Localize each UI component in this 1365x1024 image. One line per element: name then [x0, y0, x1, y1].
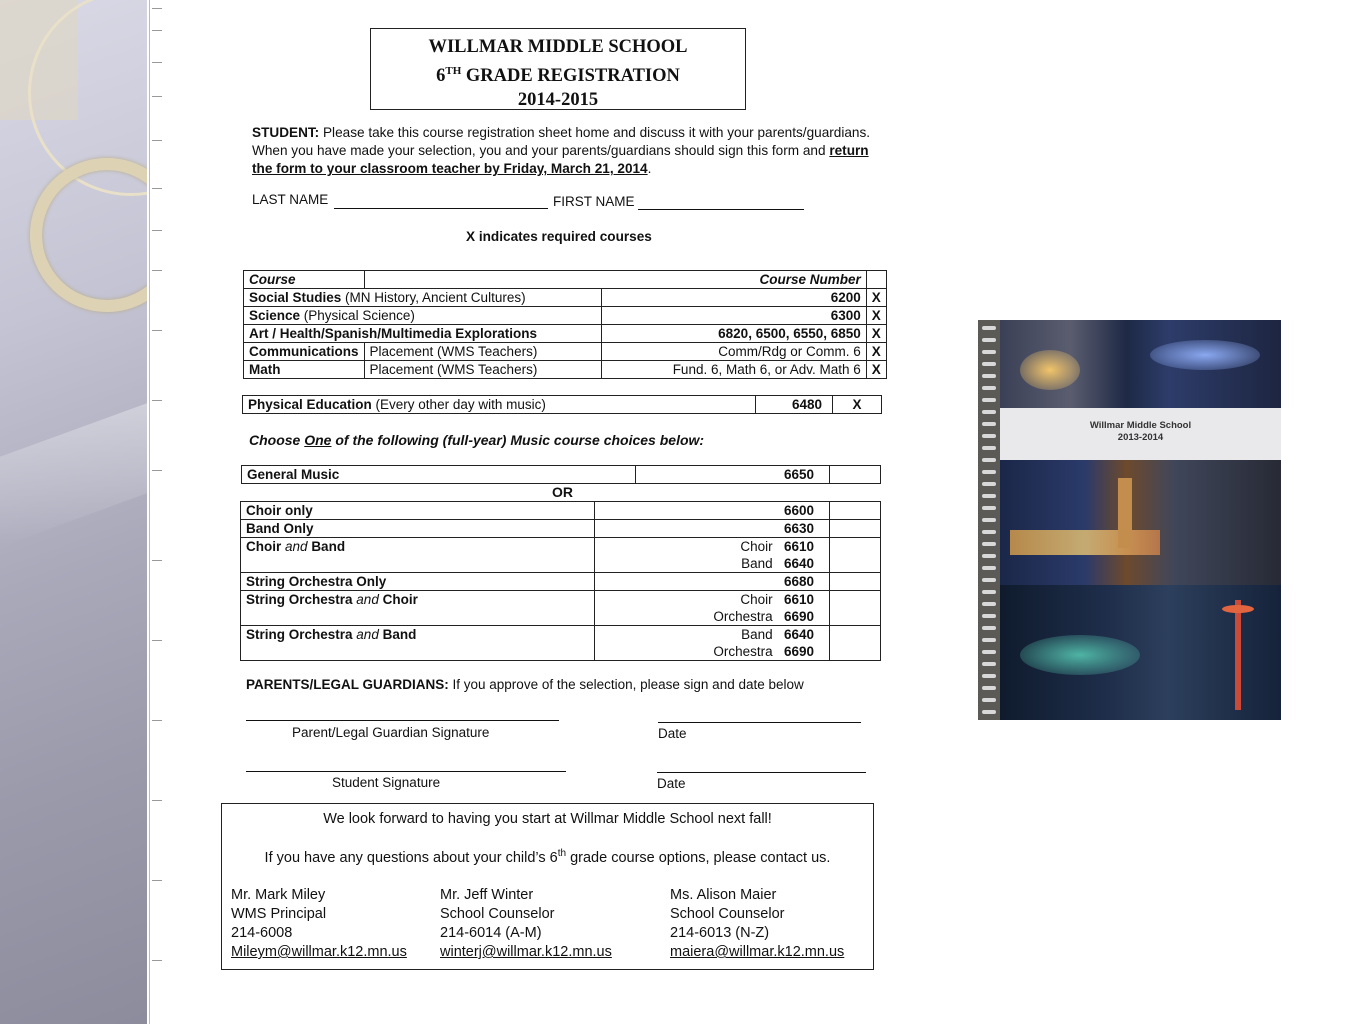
required-mark: X	[833, 396, 882, 414]
parent-signature-label: Parent/Legal Guardian Signature	[292, 725, 490, 740]
contact-phone: 214-6013 (N-Z)	[670, 925, 770, 941]
required-mark: X	[866, 307, 886, 325]
last-name-line[interactable]	[334, 208, 548, 209]
contact-phone: 214-6014 (A-M)	[440, 925, 542, 941]
table-row	[244, 289, 887, 307]
student-signature-label: Student Signature	[332, 775, 441, 790]
student-signature-line[interactable]	[246, 771, 566, 772]
general-music-table	[241, 465, 881, 484]
course-number: 6680	[594, 573, 829, 591]
contact-email[interactable]: maiera@willmar.k12.mn.us	[670, 944, 845, 960]
required-courses-table	[243, 270, 887, 379]
course-number: 6820, 6500, 6550, 6850	[602, 325, 867, 343]
course-number: Fund. 6, Math 6, or Adv. Math 6	[602, 361, 867, 379]
course-name: Band Only	[241, 520, 595, 538]
contact-counselor-nz	[670, 886, 844, 962]
planner-year: 2013-2014	[1117, 432, 1164, 443]
course-name: Communications	[244, 343, 365, 361]
parent-signature-line[interactable]	[246, 720, 559, 721]
table-header	[244, 271, 887, 289]
photo-city-collage-top	[1000, 320, 1281, 408]
student-date-label: Date	[657, 776, 686, 791]
course-name: Physical Education (Every other day with music)	[243, 396, 756, 414]
contact-email[interactable]: winterj@willmar.k12.mn.us	[440, 944, 612, 960]
course-number: 6650	[635, 466, 829, 484]
school-name: WILLMAR MIDDLE SCHOOL	[428, 37, 688, 57]
course-number: 6200	[602, 289, 867, 307]
choice-box[interactable]	[830, 538, 881, 573]
parent-date-label: Date	[658, 726, 687, 741]
table-row	[241, 573, 881, 591]
decorative-band	[0, 403, 147, 547]
student-label: STUDENT:	[252, 125, 320, 140]
course-name: Social Studies (MN History, Ancient Cultures)	[244, 289, 602, 307]
required-note: X indicates required courses	[466, 229, 652, 244]
photo-city-collage-middle	[1000, 460, 1281, 585]
grade-registration-title	[371, 59, 745, 88]
instructions-text: Please take this course registration sheet home and discuss it with your parents/guardians. When you have made your selection, you and your parents/guardians should sign this form and	[252, 125, 871, 158]
registration-label: GRADE REGISTRATION	[461, 66, 680, 87]
course-number-header: Course Number	[364, 271, 866, 289]
parents-text: If you approve of the selection, please sign and date below	[448, 677, 804, 692]
last-name-label: LAST NAME	[252, 192, 329, 207]
contact-box	[221, 803, 874, 970]
decorative-side-panel	[0, 0, 147, 1024]
grade-number: 6	[436, 66, 446, 87]
first-name-label: FIRST NAME	[553, 194, 635, 209]
parents-instructions	[246, 677, 804, 692]
placement-note: Placement (WMS Teachers)	[364, 343, 602, 361]
or-separator: OR	[552, 484, 573, 500]
course-name: Art / Health/Spanish/Multimedia Explorations	[244, 325, 602, 343]
contact-name: Mr. Jeff Winter	[440, 887, 534, 903]
spiral-binding	[978, 320, 1000, 720]
form-title-box	[370, 28, 746, 110]
student-date-line[interactable]	[657, 772, 866, 773]
choice-box[interactable]	[830, 573, 881, 591]
mark-header	[866, 271, 886, 289]
course-name: Science (Physical Science)	[244, 307, 602, 325]
choice-box[interactable]	[830, 520, 881, 538]
table-row	[241, 538, 881, 573]
course-number: Band 6640 Orchestra 6690	[594, 626, 829, 661]
course-name: Math	[244, 361, 365, 379]
course-name: Choir only	[241, 502, 595, 520]
course-number: Choir 6610 Band 6640	[594, 538, 829, 573]
music-options-table	[240, 501, 881, 661]
course-name: String Orchestra and Choir	[241, 591, 595, 626]
registration-form	[160, 0, 940, 1024]
choice-box[interactable]	[830, 466, 881, 484]
course-number: Comm/Rdg or Comm. 6	[602, 343, 867, 361]
return-deadline: return the form to your classroom teacher by Friday, March 21, 2014	[252, 143, 869, 176]
placement-note: Placement (WMS Teachers)	[364, 361, 602, 379]
school-year: 2014-2015	[517, 90, 599, 111]
table-row	[241, 502, 881, 520]
photo-city-collage-bottom	[1000, 585, 1281, 720]
contact-role: School Counselor	[670, 906, 785, 922]
choice-box[interactable]	[830, 626, 881, 661]
course-number: Choir 6610 Orchestra 6690	[594, 591, 829, 626]
welcome-message: We look forward to having you start at Willmar Middle School next fall!	[323, 811, 772, 827]
table-row	[243, 396, 882, 414]
course-number: 6480	[756, 396, 833, 414]
questions-message: If you have any questions about your child’s 6th grade course options, please contact us.	[264, 848, 831, 866]
pe-table	[242, 395, 882, 414]
student-instructions	[252, 124, 872, 178]
required-mark: X	[866, 361, 886, 379]
table-row	[241, 626, 881, 661]
instructions-end: .	[647, 161, 652, 176]
course-name: Choir and Band	[241, 538, 595, 573]
required-mark: X	[866, 325, 886, 343]
grade-suffix: TH	[445, 65, 462, 77]
table-row	[244, 343, 887, 361]
contact-counselor-am	[440, 886, 612, 962]
table-row	[242, 466, 881, 484]
contact-principal	[231, 886, 407, 962]
required-mark: X	[866, 289, 886, 307]
course-number: 6300	[602, 307, 867, 325]
music-choice-heading: Choose One of the following (full-year) Music course choices below:	[249, 432, 705, 448]
contact-name: Ms. Alison Maier	[670, 887, 777, 903]
contact-email[interactable]: Mileym@willmar.k12.mn.us	[231, 944, 407, 960]
course-name: String Orchestra and Band	[241, 626, 595, 661]
table-row	[241, 520, 881, 538]
decorative-ring	[30, 158, 147, 312]
course-name: General Music	[242, 466, 636, 484]
course-name: String Orchestra Only	[241, 573, 595, 591]
course-number: 6600	[594, 502, 829, 520]
contact-role: School Counselor	[440, 906, 555, 922]
first-name-line[interactable]	[638, 209, 804, 210]
one-emphasis: One	[304, 432, 332, 448]
table-row	[244, 361, 887, 379]
planner-title: Willmar Middle School	[1089, 420, 1192, 431]
contact-role: WMS Principal	[231, 906, 327, 922]
choice-box[interactable]	[830, 502, 881, 520]
choice-box[interactable]	[830, 591, 881, 626]
course-number: 6630	[594, 520, 829, 538]
table-row	[244, 325, 887, 343]
course-header: Course	[244, 271, 365, 289]
required-mark: X	[866, 343, 886, 361]
contact-phone: 214-6008	[231, 925, 293, 941]
contact-name: Mr. Mark Miley	[231, 887, 326, 903]
table-row	[244, 307, 887, 325]
parent-date-line[interactable]	[658, 722, 861, 723]
table-row	[241, 591, 881, 626]
planner-label	[1000, 408, 1281, 460]
planner-photo	[978, 320, 1281, 720]
parents-label: PARENTS/LEGAL GUARDIANS:	[246, 677, 449, 692]
